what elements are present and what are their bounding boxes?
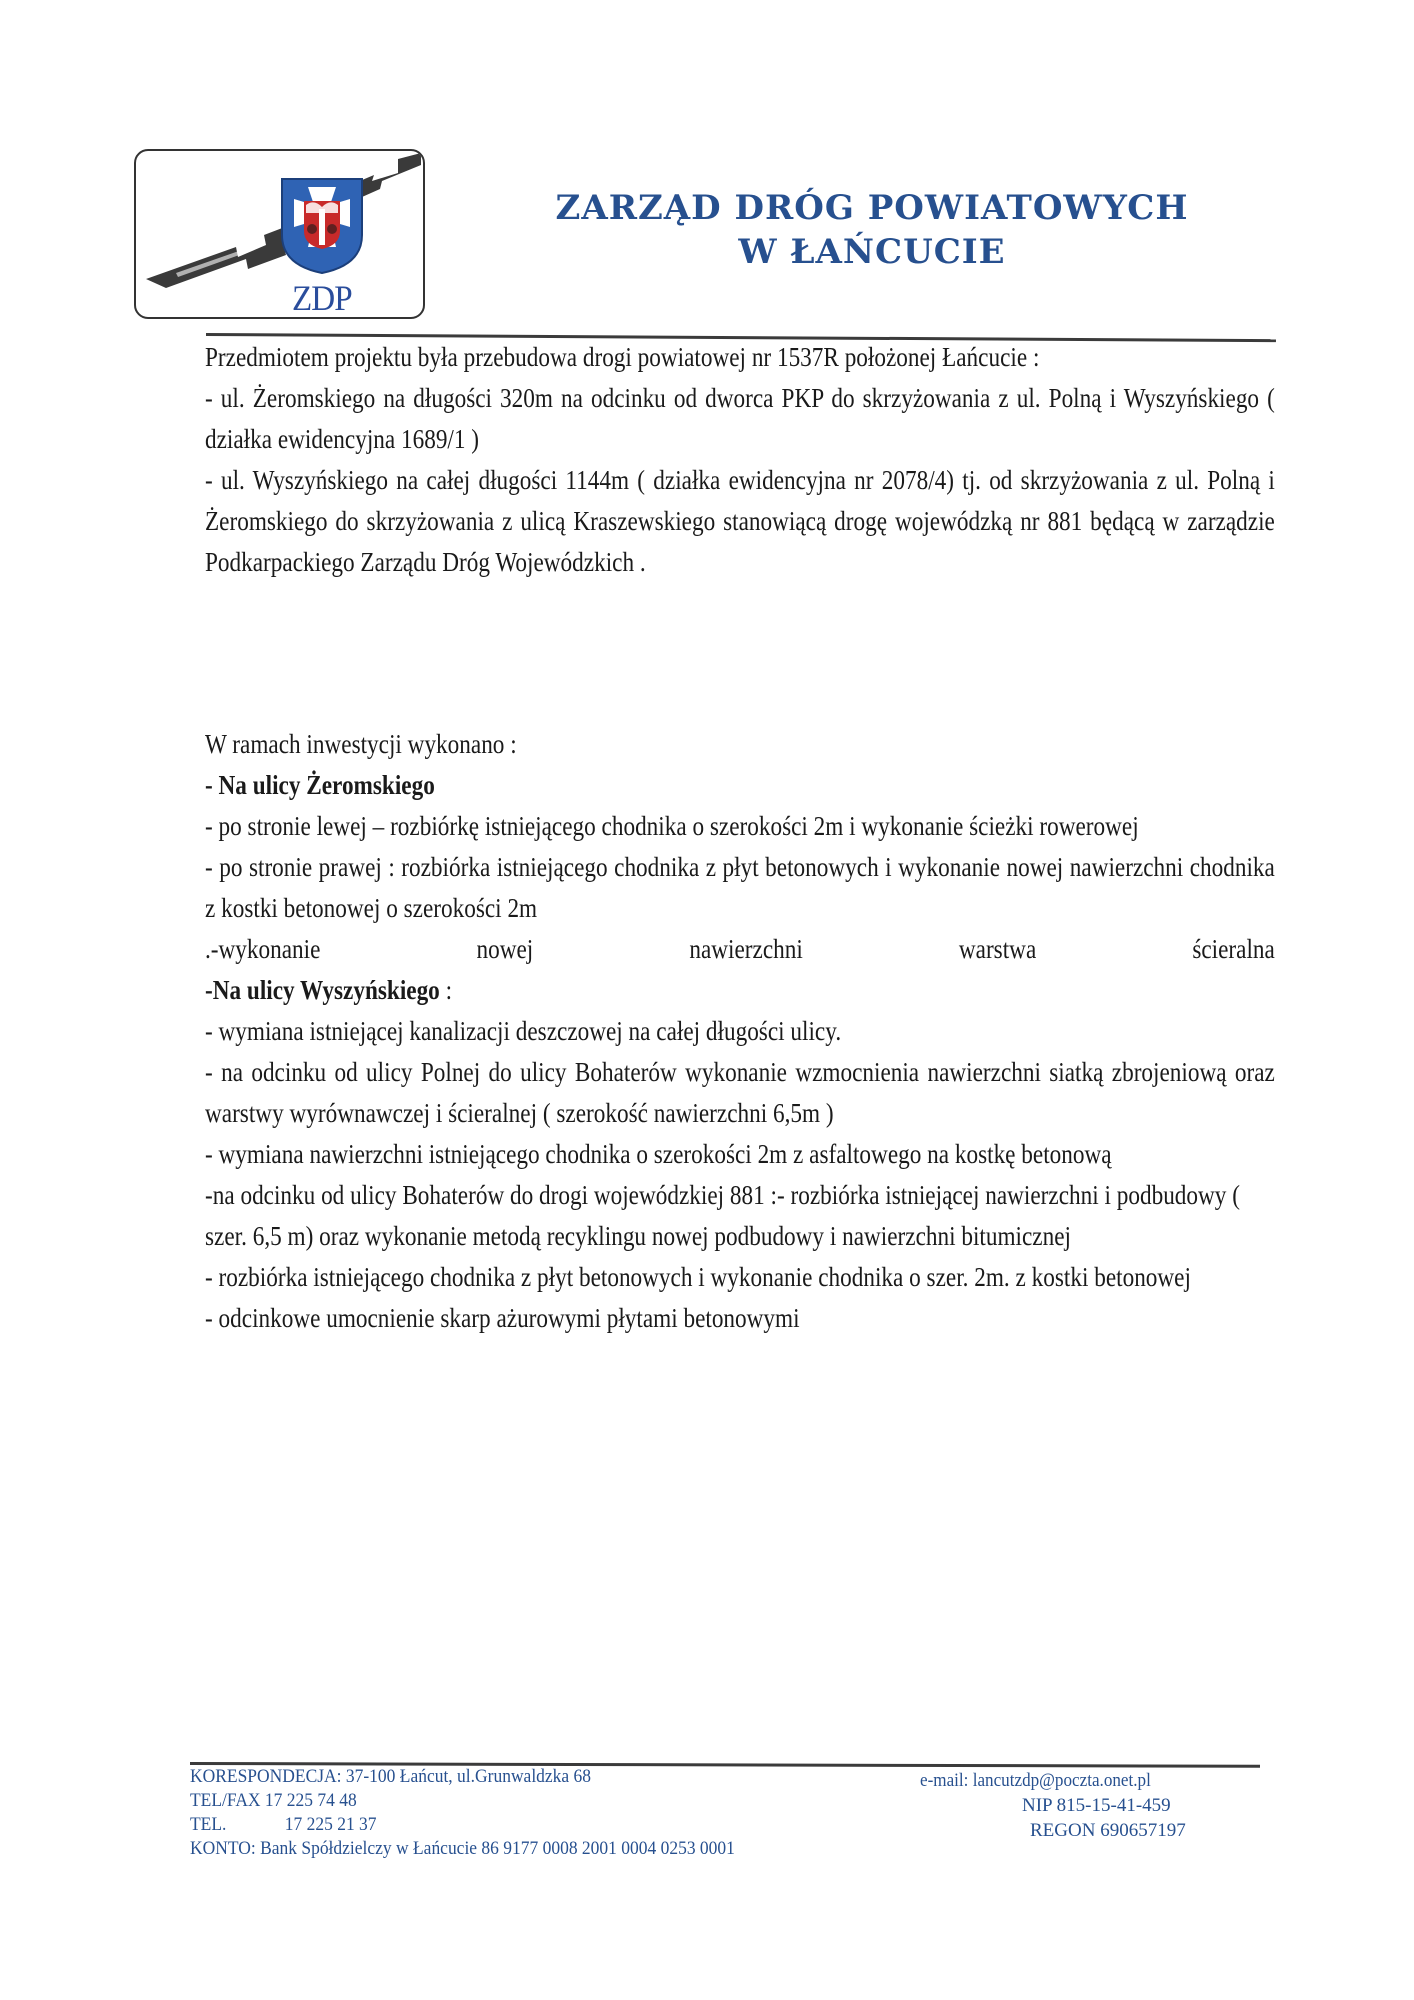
intro-item-wyszynskiego: - ul. Wyszyńskiego na całej długości 1144m ( działka ewidencyjna nr 2078/4) tj. od skrzyżowania z ul. Polną i Żeromskiego do skrzyżowania z ulicą Kraszewskiego stanowiącą drogę wojewódzką nr 881 będącą w zarządzie Podkarpackiego Zarządu Dróg Wojewódzkich .	[205, 465, 1275, 577]
work-item: -na odcinku od ulicy Bohaterów do drogi wojewódzkiej 881 :- rozbiórka istniejącej nawierzchni i podbudowy ( szer. 6,5 m) oraz wykonanie metodą recyklingu nowej podbudowy i nawierzchni bitumicznej	[205, 1180, 1240, 1251]
work-item: - po stronie lewej – rozbiórkę istniejącego chodnika o szerokości 2m i wykonanie ścieżki rowerowej	[205, 811, 1139, 841]
work-item: - na odcinku od ulicy Polnej do ulicy Bohaterów wykonanie wzmocnienia nawierzchni siatką zbrojeniową oraz warstwy wyrównawczej i ścieralnej ( szerokość nawierzchni 6,5m )	[205, 1057, 1275, 1128]
telfax-row	[190, 1789, 889, 1813]
intro-item-zeromskiego: - ul. Żeromskiego na długości 320m na odcinku od dworca PKP do skrzyżowania z ul. Polną i Wyszyńskiego ( działka ewidencyjna 1689/1 )	[205, 383, 1275, 454]
organization-title	[542, 186, 1202, 274]
nip-number: NIP 815-15-41-459	[1022, 1795, 1171, 1816]
bank-account-row	[190, 1837, 889, 1861]
tel-row	[190, 1813, 889, 1837]
works-heading: W ramach inwestycji wykonano :	[205, 729, 517, 759]
logo-zdp-text: ZDP	[292, 278, 352, 318]
work-item: .-wykonanie nowej nawierzchni warstwa ścieralna	[205, 934, 1275, 964]
section-title-colon: :	[439, 975, 453, 1005]
document-body	[205, 337, 1275, 1339]
email-link[interactable]: e-mail: lancutzdp@poczta.onet.pl	[920, 1770, 1151, 1791]
section-wyszynskiego-title: -Na ulicy Wyszyńskiego	[205, 975, 440, 1005]
work-item: - po stronie prawej : rozbiórka istniejącego chodnika z płyt betonowych i wykonanie nowej nawierzchni chodnika z kostki betonowej o szerokości 2m	[205, 852, 1275, 923]
tel-label: TEL.	[190, 1814, 227, 1835]
account-number: Bank Spółdzielczy w Łańcucie 86 9177 0008 2001 0004 0253 0001	[260, 1838, 735, 1859]
telfax-number: 17 225 74 48	[264, 1790, 357, 1811]
tel-number: 17 225 21 37	[284, 1814, 377, 1835]
section-wyszynskiego-title-row	[205, 970, 1275, 1011]
work-item: - odcinkowe umocnienie skarp ażurowymi płytami betonowymi	[205, 1303, 800, 1333]
spacer	[205, 583, 1275, 724]
work-item: - rozbiórka istniejącego chodnika z płyt betonowych i wykonanie chodnika o szer. 2m. z kostki betonowej	[205, 1262, 1191, 1292]
regon-number: REGON 690657197	[1030, 1820, 1186, 1841]
title-line-2: W ŁAŃCUCIE	[738, 232, 1006, 272]
footer-left	[190, 1765, 889, 1861]
work-item: - wymiana nawierzchni istniejącego chodnika o szerokości 2m z asfaltowego na kostkę betonową	[205, 1139, 1112, 1169]
coat-of-arms-icon	[280, 177, 364, 275]
zdp-logo	[134, 149, 425, 319]
account-label: KONTO:	[190, 1838, 256, 1859]
title-line-1: ZARZĄD DRÓG POWIATOWYCH	[555, 188, 1189, 228]
section-zeromskiego-title: - Na ulicy Żeromskiego	[205, 770, 435, 800]
telfax-label: TEL/FAX	[190, 1790, 261, 1811]
correspondence-address: KORESPONDECJA: 37-100 Łańcut, ul.Grunwaldzka 68	[190, 1766, 592, 1787]
intro-paragraph: Przedmiotem projektu była przebudowa drogi powiatowej nr 1537R położonej Łańcucie :	[205, 342, 1040, 372]
work-item: - wymiana istniejącej kanalizacji deszczowej na całej długości ulicy.	[205, 1016, 842, 1046]
